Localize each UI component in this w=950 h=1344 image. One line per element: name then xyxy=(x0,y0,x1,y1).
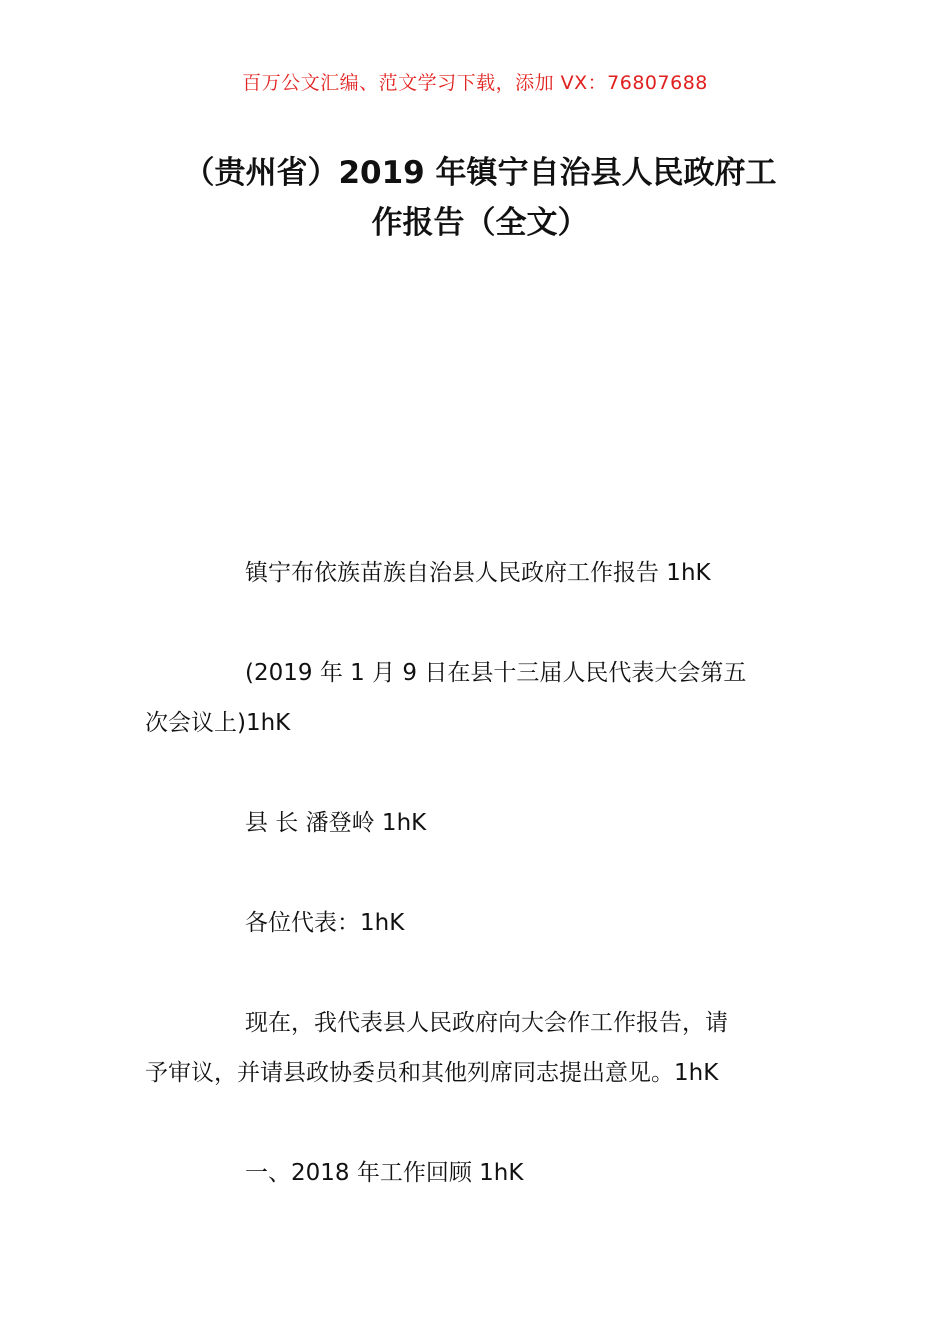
document-title xyxy=(150,148,810,248)
header-banner: 百万公文汇编、范文学习下载，添加 VX：76807688 xyxy=(242,72,708,94)
paragraph-report-name xyxy=(145,548,810,598)
paragraph-salutation xyxy=(145,898,810,948)
paragraph-text-line-1: 现在，我代表县人民政府向大会作工作报告，请 xyxy=(245,1010,728,1036)
paragraph-text-line-2: 予审议，并请县政协委员和其他列席同志提出意见。1hK xyxy=(145,1060,719,1086)
paragraph-opening xyxy=(145,998,810,1098)
title-line-1: （贵州省）2019 年镇宁自治县人民政府工 xyxy=(183,155,777,191)
paragraph-speaker xyxy=(145,798,810,848)
paragraph-text-line-2: 次会议上)1hK xyxy=(145,710,291,736)
paragraph-text: 各位代表：1hK xyxy=(245,910,405,936)
paragraph-text: 县 长 潘登岭 1hK xyxy=(245,810,427,836)
paragraph-text: 一、2018 年工作回顾 1hK xyxy=(245,1160,524,1186)
paragraph-text-line-1: (2019 年 1 月 9 日在县十三届人民代表大会第五 xyxy=(245,660,747,686)
paragraph-text: 镇宁布依族苗族自治县人民政府工作报告 1hK xyxy=(245,560,711,586)
paragraph-meeting-info xyxy=(145,648,810,748)
section-heading-review xyxy=(145,1148,810,1198)
title-line-2: 作报告（全文） xyxy=(371,205,589,241)
